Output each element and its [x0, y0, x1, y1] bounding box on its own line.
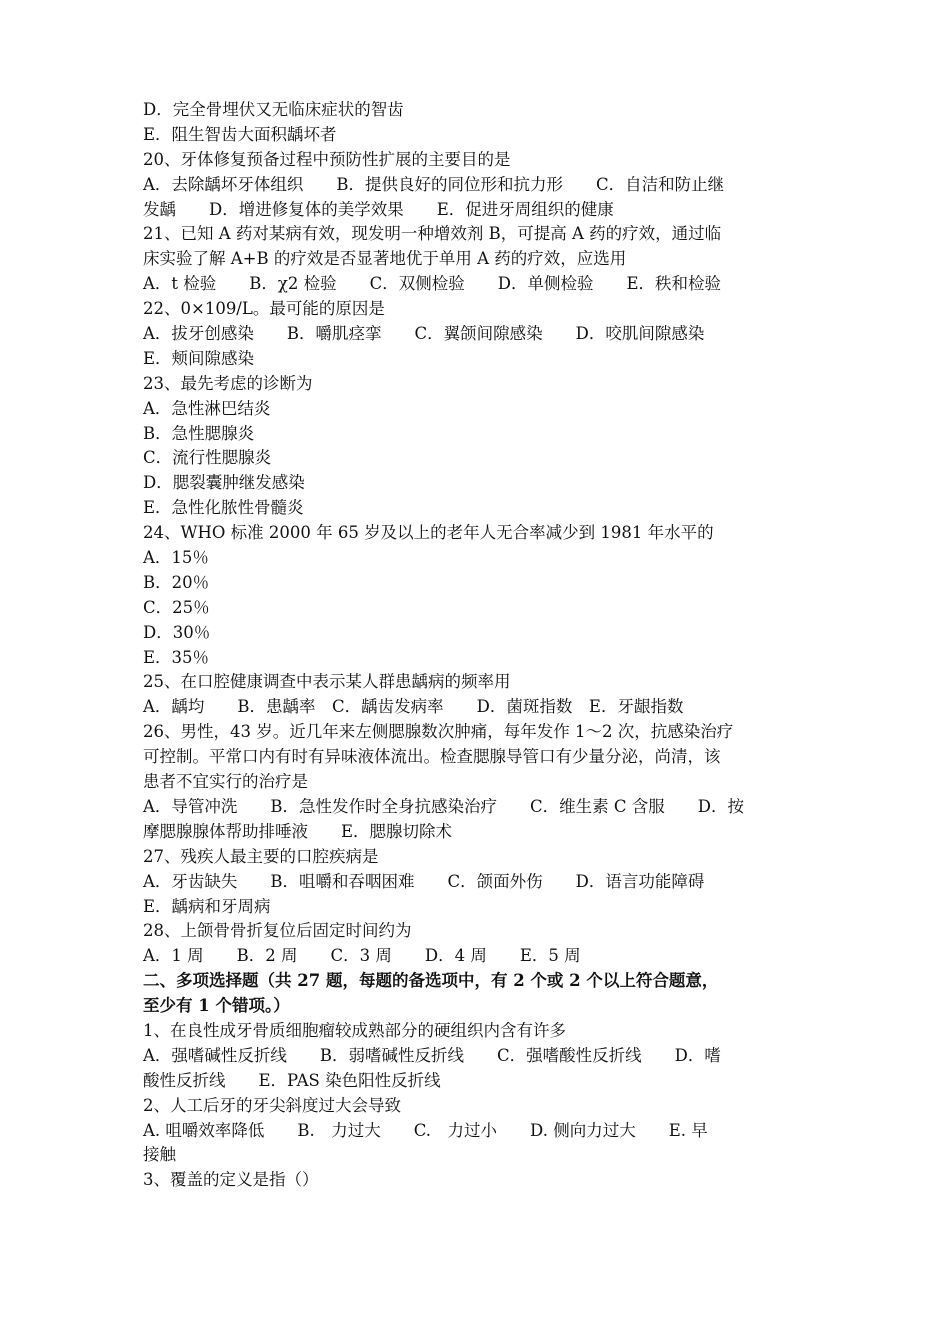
text-line: A. 咀嚼效率降低 B. 力过大 C. 力过小 D. 侧向力过大 E. 早 — [143, 1120, 708, 1140]
text-line: 酸性反折线 E．PAS 染色阳性反折线 — [143, 1070, 441, 1090]
text-line: A．急性淋巴结炎 — [143, 398, 271, 418]
text-line: E．阻生智齿大面积龋坏者 — [143, 124, 337, 144]
text-line: 28、上颌骨骨折复位后固定时间约为 — [143, 921, 412, 941]
section-heading-line: 至少有 1 个错项。） — [143, 996, 290, 1016]
text-line: E．颊间隙感染 — [143, 348, 255, 368]
text-line: A．强嗜碱性反折线 B．弱嗜碱性反折线 C．强嗜酸性反折线 D．嗜 — [143, 1045, 721, 1065]
text-line: 20、牙体修复预备过程中预防性扩展的主要目的是 — [143, 149, 511, 169]
text-line: E．龋病和牙周病 — [143, 896, 271, 916]
text-line: 1、在良性成牙骨质细胞瘤较成熟部分的硬组织内含有许多 — [143, 1020, 566, 1040]
text-line: E．急性化脓性骨髓炎 — [143, 498, 304, 518]
text-line: 21、已知 A 药对某病有效，现发明一种增效剂 B，可提高 A 药的疗效，通过临 — [143, 224, 722, 244]
text-line: B．急性腮腺炎 — [143, 423, 255, 443]
text-line: 22、0×109/L。最可能的原因是 — [143, 299, 385, 319]
text-line: B．20％ — [143, 572, 210, 592]
text-line: 25、在口腔健康调查中表示某人群患龋病的频率用 — [143, 672, 511, 692]
text-line: A．1 周 B．2 周 C．3 周 D．4 周 E．5 周 — [143, 946, 581, 966]
text-line: 23、最先考虑的诊断为 — [143, 373, 313, 393]
section-heading-line: 二、多项选择题（共 27 题，每题的备选项中，有 2 个或 2 个以上符合题意， — [143, 971, 719, 991]
text-line: A．拔牙创感染 B．嚼肌痉挛 C．翼颌间隙感染 D．咬肌间隙感染 — [143, 324, 705, 344]
text-line: 接触 — [143, 1145, 176, 1165]
text-line: C．25％ — [143, 597, 210, 617]
text-line: A．15％ — [143, 548, 209, 568]
text-line: D．30％ — [143, 622, 211, 642]
text-line: 可控制。平常口内有时有异味液体流出。检查腮腺导管口有少量分泌，尚清，该 — [143, 747, 721, 767]
text-line: 床实验了解 A+B 的疗效是否显著地优于单用 A 药的疗效，应选用 — [143, 249, 627, 269]
text-line: A．导管冲洗 B．急性发作时全身抗感染治疗 C．维生素 C 含服 D．按 — [143, 796, 745, 816]
document-page — [143, 98, 823, 1193]
text-line: 发龋 D．增进修复体的美学效果 E．促进牙周组织的健康 — [143, 199, 614, 219]
text-line: E．35％ — [143, 647, 210, 667]
text-line: A．牙齿缺失 B．咀嚼和吞咽困难 C．颌面外伤 D．语言功能障碍 — [143, 871, 705, 891]
text-line: D．腮裂囊肿继发感染 — [143, 473, 305, 493]
text-line: D．完全骨埋伏又无临床症状的智齿 — [143, 100, 404, 119]
text-line: 26、男性，43 岁。近几年来左侧腮腺数次肿痛，每年发作 1～2 次，抗感染治疗 — [143, 722, 734, 742]
text-line: A．t 检验 B．χ2 检验 C．双侧检验 D．单侧检验 E．秩和检验 — [143, 274, 722, 294]
text-line: 患者不宜实行的治疗是 — [143, 772, 308, 792]
text-line: C．流行性腮腺炎 — [143, 448, 272, 468]
text-line: 27、残疾人最主要的口腔疾病是 — [143, 846, 379, 866]
text-line: 3、覆盖的定义是指（） — [143, 1170, 319, 1190]
text-line: A．去除龋坏牙体组织 B．提供良好的同位形和抗力形 C．自洁和防止继 — [143, 174, 725, 194]
text-line: 24、WHO 标准 2000 年 65 岁及以上的老年人无合率减少到 1981 年水平的 — [143, 523, 714, 543]
text-line: 摩腮腺腺体帮助排唾液 E．腮腺切除术 — [143, 821, 453, 841]
text-line: 2、人工后牙的牙尖斜度过大会导致 — [143, 1095, 401, 1115]
text-line: A．龋均 B．患龋率 C．龋齿发病率 D．菌斑指数 E．牙龈指数 — [143, 697, 684, 717]
